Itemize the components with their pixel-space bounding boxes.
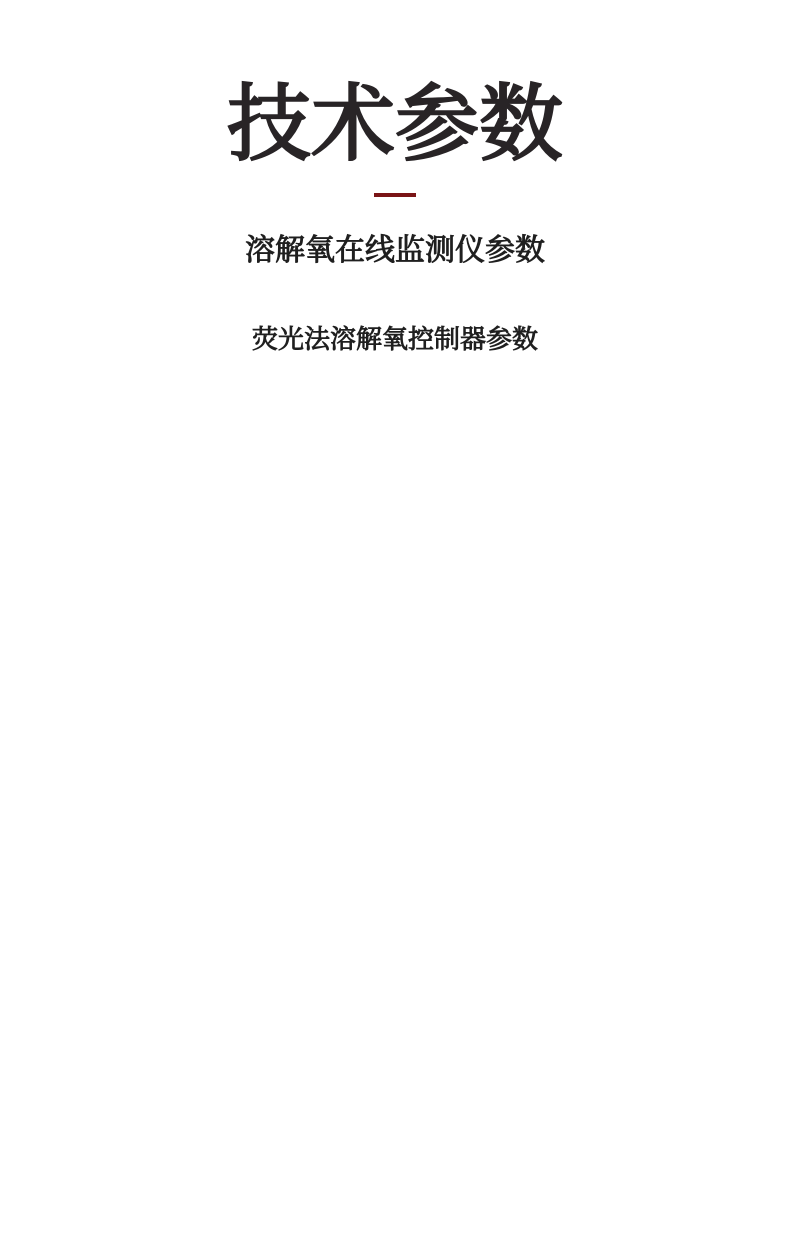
page-title: 技术参数 [226, 77, 563, 171]
title-accent-divider [374, 193, 416, 197]
section-title-controller: 荧光法溶解氧控制器参数 [251, 324, 538, 354]
section-title-monitor: 溶解氧在线监测仪参数 [245, 234, 545, 267]
